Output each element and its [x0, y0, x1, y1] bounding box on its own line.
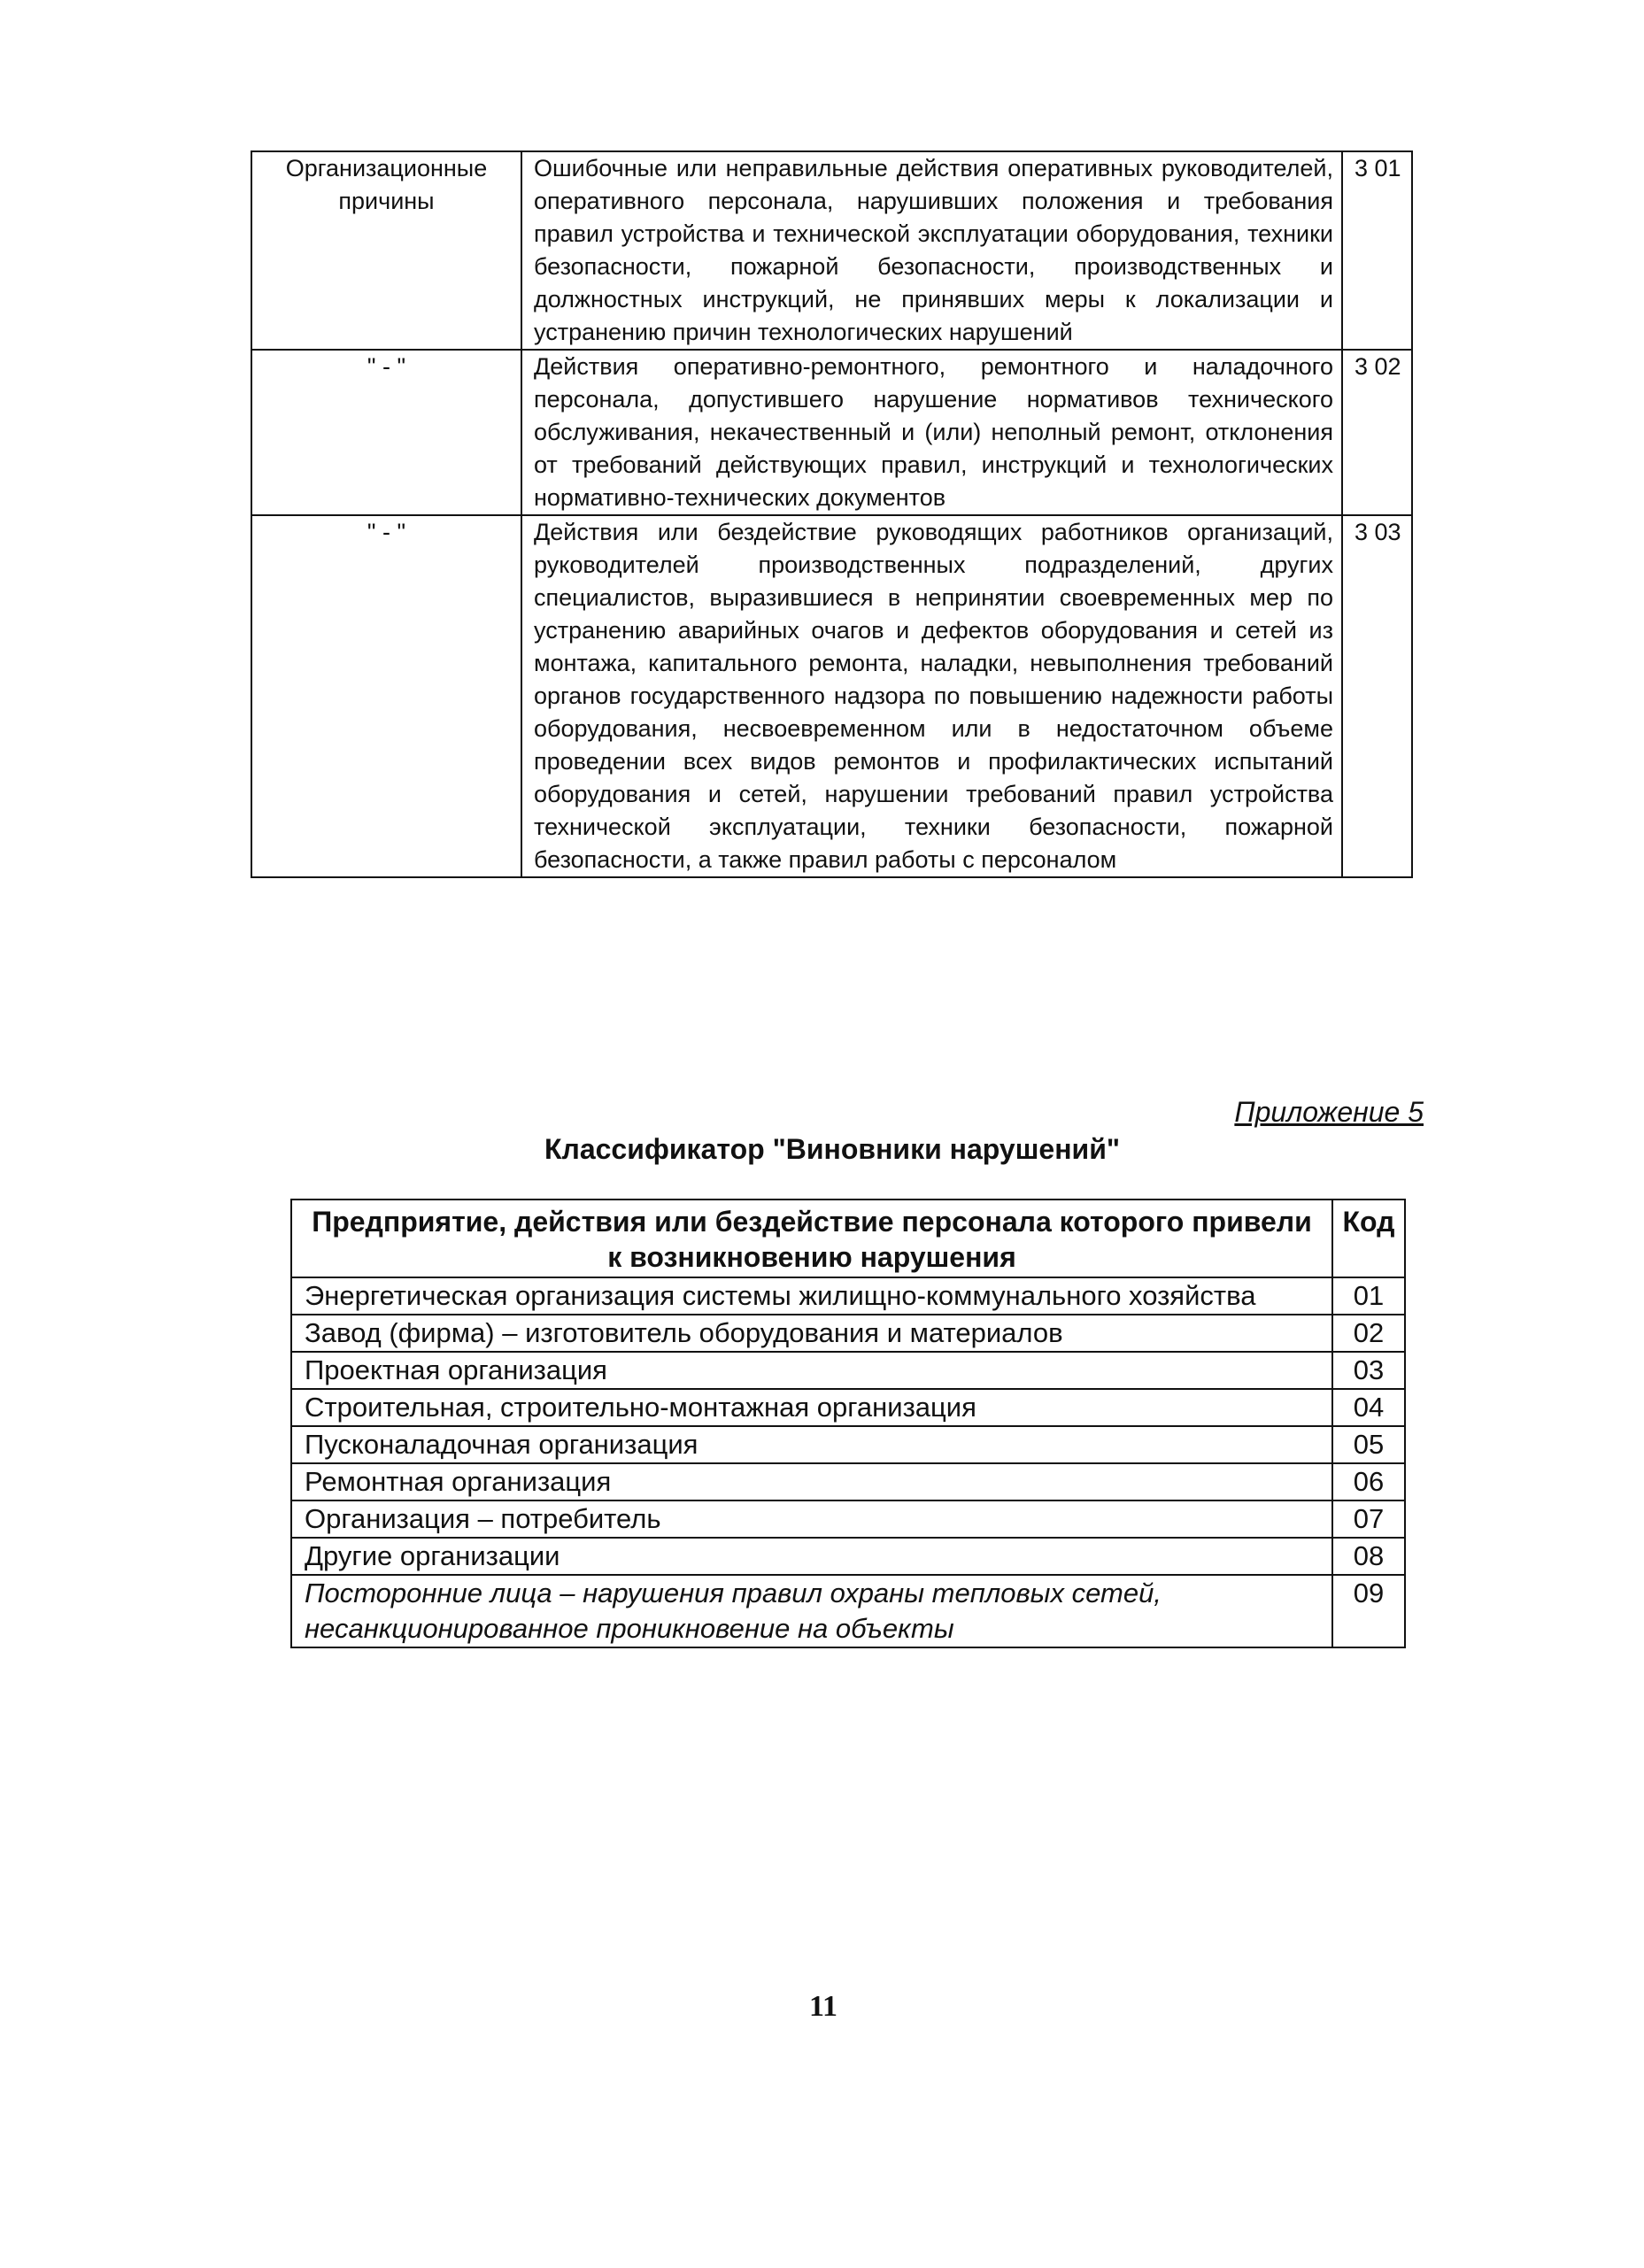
- category-cell: [251, 350, 521, 515]
- description-cell: Пусконаладочная организация: [291, 1426, 1332, 1463]
- description-cell: Действия оперативно-ремонтного, ремонтного и наладочного персонала, допустившего нарушение нормативов технического обслуживания, некачественный и (или) неполный ремонт, отклонения от требований действующих правил, инструкций и технологических нормативно-технических документов: [521, 350, 1342, 515]
- table-row: [291, 1538, 1405, 1575]
- description-cell: Ошибочные или неправильные действия оперативных руководителей, оперативного персонала, нарушивших положения и требования правил устройства и технической эксплуатации оборудования, техники безопасности, пожарной безопасности, производственных и должностных инструкций, не принявших меры к локализации и устранению причин технологических нарушений: [521, 151, 1342, 350]
- table-row: [251, 151, 1412, 350]
- table-header-row: [291, 1200, 1405, 1277]
- description-cell: Проектная организация: [291, 1352, 1332, 1389]
- table-row: [291, 1426, 1405, 1463]
- category-cell: [251, 515, 521, 877]
- table-row: [291, 1575, 1405, 1647]
- description-cell: Завод (фирма) – изготовитель оборудования и материалов: [291, 1315, 1332, 1352]
- code-cell: 3 03: [1342, 515, 1412, 877]
- code-cell: 08: [1332, 1538, 1405, 1575]
- category-text: Организационные причины: [285, 155, 488, 214]
- code-cell: 3 02: [1342, 350, 1412, 515]
- description-cell: Энергетическая организация системы жилищно-коммунального хозяйства: [291, 1277, 1332, 1315]
- code-cell: 07: [1332, 1500, 1405, 1538]
- category-ditto: " - ": [367, 519, 406, 545]
- table-row: [291, 1315, 1405, 1352]
- appendix-label: Приложение 5: [1234, 1096, 1424, 1128]
- code-cell: 05: [1332, 1426, 1405, 1463]
- table-row: [291, 1463, 1405, 1500]
- code-cell: 3 01: [1342, 151, 1412, 350]
- code-cell: 04: [1332, 1389, 1405, 1426]
- classifier-table: [290, 1199, 1406, 1648]
- description-cell: Строительная, строительно-монтажная организация: [291, 1389, 1332, 1426]
- description-cell: Организация – потребитель: [291, 1500, 1332, 1538]
- table-row: [251, 350, 1412, 515]
- table-row: [291, 1277, 1405, 1315]
- table-row: [291, 1352, 1405, 1389]
- code-cell: 01: [1332, 1277, 1405, 1315]
- code-cell: 02: [1332, 1315, 1405, 1352]
- category-cell: [251, 151, 521, 350]
- table-row: [291, 1500, 1405, 1538]
- description-cell: Посторонние лица – нарушения правил охраны тепловых сетей, несанкционированное проникновение на объекты: [291, 1575, 1332, 1647]
- column-header-description: Предприятие, действия или бездействие персонала которого привели к возникновению нарушения: [291, 1200, 1332, 1277]
- description-cell: Другие организации: [291, 1538, 1332, 1575]
- column-header-code: Код: [1332, 1200, 1405, 1277]
- table-row: [291, 1389, 1405, 1426]
- description-cell: Ремонтная организация: [291, 1463, 1332, 1500]
- code-cell: 09: [1332, 1575, 1405, 1647]
- description-cell: Действия или бездействие руководящих работников организаций, руководителей производственных подразделений, других специалистов, выразившиеся в непринятии своевременных мер по устранению аварийных очагов и дефектов оборудования и сетей из монтажа, капитального ремонта, наладки, невыполнения требований органов государственного надзора по повышению надежности работы оборудования, несвоевременном или в недостаточном объеме проведении всех видов ремонтов и профилактических испытаний оборудования и сетей, нарушении требований правил устройства технической эксплуатации, техники безопасности, пожарной безопасности, а также правил работы с персоналом: [521, 515, 1342, 877]
- code-cell: 06: [1332, 1463, 1405, 1500]
- page-number: 11: [808, 1990, 838, 2023]
- table-row: [251, 515, 1412, 877]
- code-cell: 03: [1332, 1352, 1405, 1389]
- classifier-title: Классификатор "Виновники нарушений": [544, 1133, 1121, 1165]
- causes-table: [251, 150, 1413, 878]
- category-ditto: " - ": [367, 353, 406, 380]
